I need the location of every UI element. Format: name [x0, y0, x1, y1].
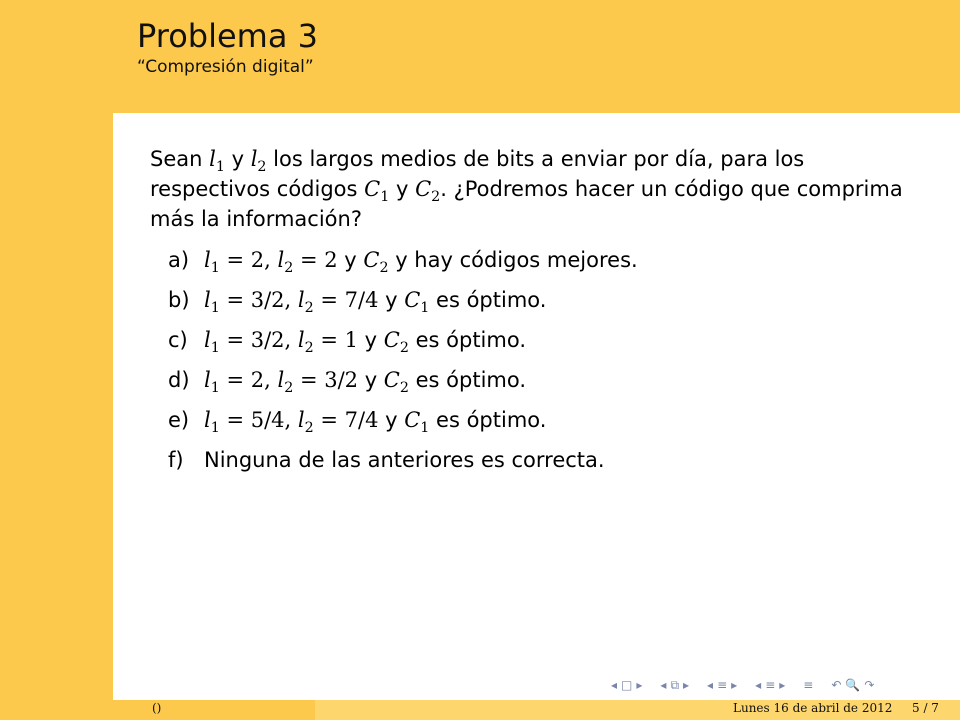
prev-frame-icon[interactable]: ◂ [611, 678, 618, 692]
math-variable: $l_1$ [204, 408, 220, 437]
text-segment: y [358, 368, 384, 392]
frame-icon[interactable]: □ [621, 678, 633, 692]
math-expression: = 7/4 [313, 408, 379, 432]
document-icon[interactable]: ≡ [765, 678, 776, 692]
text-segment: es óptimo. [408, 328, 527, 352]
math-expression: = 3/2 [293, 368, 359, 392]
slide-title: Problema 3 [137, 17, 318, 55]
slide-content [150, 144, 910, 480]
next-frame-icon[interactable]: ▸ [636, 678, 643, 692]
text-segment: y hay códigos mejores. [388, 248, 638, 272]
math-expression: = 2 [293, 248, 338, 272]
answer-option [150, 360, 910, 400]
math-variable: $l_1$ [209, 147, 225, 176]
math-variable: $C_1$ [404, 288, 430, 317]
text-segment: es óptimo. [408, 368, 527, 392]
option-letter: f) [168, 448, 184, 472]
text-segment: es óptimo. [429, 288, 547, 312]
question-text [150, 144, 910, 234]
math-expression: = 5/4, [219, 408, 298, 432]
math-variable: $l_2$ [277, 248, 294, 277]
math-variable: $l_2$ [297, 288, 314, 317]
math-variable: $C_1$ [404, 408, 430, 437]
answer-option [150, 280, 910, 320]
option-letter: c) [168, 328, 188, 352]
prev-subsection-icon[interactable]: ◂ [660, 678, 667, 692]
math-variable: $l_1$ [204, 288, 220, 317]
text-segment: Sean [150, 147, 210, 171]
text-segment: es óptimo. [429, 408, 547, 432]
math-variable: $l_1$ [204, 368, 220, 397]
option-letter: a) [168, 248, 190, 272]
forward-icon[interactable]: ↷ [864, 678, 875, 692]
slide-sidebar [0, 113, 113, 700]
back-icon[interactable]: ↶ [831, 678, 842, 692]
answer-options [150, 240, 910, 480]
answer-option [150, 320, 910, 360]
text-segment: y [358, 328, 384, 352]
math-expression: = 3/2, [219, 328, 298, 352]
math-variable: $l_1$ [204, 248, 220, 277]
subsection-icon[interactable]: ⧉ [670, 677, 680, 692]
next-document-icon[interactable]: ▸ [779, 678, 786, 692]
math-variable: $C_2$ [383, 368, 409, 397]
prev-section-icon[interactable]: ◂ [707, 678, 714, 692]
next-section-icon[interactable]: ▸ [731, 678, 738, 692]
math-expression: = 2, [219, 368, 278, 392]
math-expression: = 7/4 [313, 288, 379, 312]
math-variable: $C_2$ [363, 248, 389, 277]
math-variable: $C_2$ [415, 177, 441, 206]
option-letter: d) [168, 368, 190, 392]
beamer-navigation [610, 676, 875, 694]
prev-document-icon[interactable]: ◂ [755, 678, 762, 692]
text-segment: y [224, 147, 251, 171]
option-letter: b) [168, 288, 190, 312]
math-variable: $l_2$ [297, 408, 314, 437]
text-segment: y [378, 288, 405, 312]
math-variable: $C_1$ [364, 177, 390, 206]
text-segment: y [378, 408, 405, 432]
text-segment: y [337, 248, 364, 272]
text-segment: Ninguna de las anteriores es correcta. [204, 448, 605, 472]
math-variable: $l_1$ [204, 328, 220, 357]
section-icon[interactable]: ≡ [717, 678, 728, 692]
search-icon[interactable]: 🔍 [845, 678, 861, 692]
math-variable: $l_2$ [297, 328, 314, 357]
answer-option [150, 400, 910, 440]
math-expression: = 2, [219, 248, 278, 272]
math-expression: = 3/2, [219, 288, 298, 312]
math-expression: = 1 [313, 328, 358, 352]
math-variable: $C_2$ [383, 328, 409, 357]
answer-option [150, 440, 910, 480]
slide-subtitle: “Compresión digital” [137, 57, 314, 77]
text-segment: . ¿Podremos hacer un código que comprima más la información? [150, 177, 903, 231]
text-segment: los largos medios de bits a enviar por día, para los respectivos códigos [150, 147, 805, 201]
text-segment: y [389, 177, 416, 201]
align-icon[interactable]: ≡ [803, 678, 814, 692]
footer-date: Lunes 16 de abril de 2012 [733, 701, 893, 715]
next-subsection-icon[interactable]: ▸ [683, 678, 690, 692]
math-variable: $l_2$ [277, 368, 294, 397]
answer-option [150, 240, 910, 280]
option-letter: e) [168, 408, 190, 432]
footer-author: () [152, 701, 162, 715]
footer-page-number: 5 / 7 [912, 701, 939, 715]
math-variable: $l_2$ [250, 147, 267, 176]
